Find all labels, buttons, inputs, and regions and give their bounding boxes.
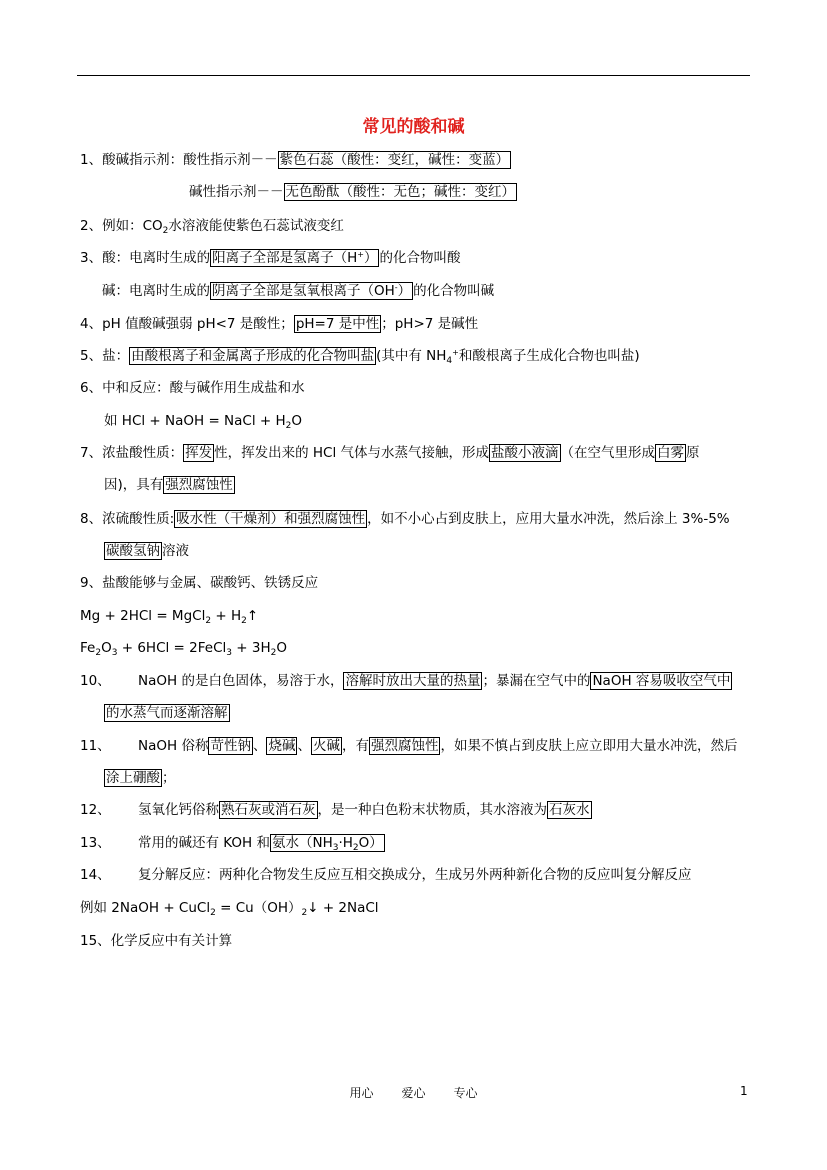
boxed-text: 强烈腐蚀性 xyxy=(165,477,233,493)
boxed-text: 白雾 xyxy=(657,445,685,461)
line-10b xyxy=(104,703,230,723)
boxed-text: 碳酸氢钠 xyxy=(106,543,160,559)
equation-mg: Mg + 2HCl = MgCl$_2$ + $H_2↑$ xyxy=(80,608,259,626)
line-8: 8、浓硫酸性质: 吸水性（干燥剂）和强烈腐蚀性 ，如不小心占到皮肤上，应用大量水冲洗，然后涂上 3%-5% xyxy=(80,511,730,527)
page-number: 1 xyxy=(740,1084,748,1098)
line-13: 13、 常用的碱还有 KOH 和 氨水$(NH_3\cdot H_2O)$ xyxy=(80,835,383,853)
boxed-text: 溶解时放出大量的热量 xyxy=(345,673,481,689)
boxed-text: 盐酸小液滴 xyxy=(491,445,559,461)
boxed-text: 石灰水 xyxy=(549,802,590,818)
line-2: 2、例如：$CO_2$水溶液能使紫色石蕊试液变红 xyxy=(80,218,344,236)
boxed-text: 阳离子全部是氢离子（H+） xyxy=(212,250,378,266)
header-rule xyxy=(77,75,750,76)
line-12: 12、 氢氧化钙俗称 熟石灰或消石灰 ，是一种白色粉末状物质，其水溶液为 石灰水 xyxy=(80,802,590,818)
line-14b: 例如 2NaOH + CuCl$_2$ = $Cu(OH)_2↓$ + 2NaCl xyxy=(80,900,379,918)
boxed-text: 紫色石蕊（酸性：变红，碱性：变蓝） xyxy=(279,152,510,168)
boxed-text: 挥发 xyxy=(185,445,213,461)
line-6b: 如 HCl + NaOH = NaCl + $H_2O$ xyxy=(104,413,303,431)
line-3b: 碱：电离时生成的 阴离子全部是氢氧根离子（OH-） 的化合物叫碱 xyxy=(102,283,495,299)
line-6: 6、中和反应：酸与碱作用生成盐和水 xyxy=(80,380,305,396)
boxed-text: 吸水性（干燥剂）和强烈腐蚀性 xyxy=(176,511,366,527)
boxed-text: 无色酚酞（酸性：无色；碱性：变红） xyxy=(285,184,515,200)
boxed-text: 的水蒸气而逐渐溶解 xyxy=(106,705,228,721)
boxed-text: 阴离子全部是氢氧根离子（OH-） xyxy=(212,283,412,299)
line-8b: 碳酸氢钠 溶液 xyxy=(106,543,189,559)
line-14: 14、 复分解反应：两种化合物发生反应互相交换成分，生成另外两种新化合物的反应叫复分解反应 xyxy=(80,867,692,883)
boxed-text: 涂上硼酸 xyxy=(106,770,160,786)
boxed-text: 强烈腐蚀性 xyxy=(370,738,439,754)
line-1b: 碱性指示剂－－ 无色酚酞（酸性：无色；碱性：变红） xyxy=(189,184,515,200)
page-title: 常见的酸和碱 xyxy=(362,117,465,137)
line-7: 7、浓盐酸性质： 挥发 性，挥发出来的 HCl 气体与水蒸气接触，形成 盐酸小液滴 （在空气里形成 白雾 原 xyxy=(80,445,700,461)
line-3: 3、酸：电离时生成的 阳离子全部是氢离子（H+） 的化合物叫酸 xyxy=(80,250,461,266)
line-9: 9、盐酸能够与金属、碳酸钙、铁锈反应 xyxy=(80,575,319,591)
line-5: 5、盐： 由酸根离子和金属离子形成的化合物叫盐 (其中有 $NH_4^+$和酸根离子生成化合物也叫盐) xyxy=(80,348,640,366)
boxed-text: 熟石灰或消石灰 xyxy=(221,802,316,818)
equation-fe2o3: $Fe_2O_3 + 6HCl$ = 2FeCl$_3$ + $3H_2O$ xyxy=(80,640,288,658)
boxed-text: pH=7 是中性 xyxy=(295,316,380,332)
boxed-text: 由酸根离子和金属离子形成的化合物叫盐 xyxy=(131,348,375,364)
boxed-text: 苛性钠 xyxy=(210,738,251,754)
line-11b: 涂上硼酸 ； xyxy=(106,770,176,786)
line-7b: 因)，具有 强烈腐蚀性 xyxy=(104,477,233,493)
line-11: 11、 NaOH 俗称 苛性钠 、 烧碱 、 火碱 ，有 强烈腐蚀性 ，如果不慎占到皮肤上应立即用大量水冲洗，然后 xyxy=(80,738,738,754)
boxed-text: 氨水$(NH_3\cdot H_2O)$ xyxy=(271,835,383,853)
page-footer: 用心 爱心 专心 xyxy=(349,1086,478,1100)
line-10: 10、 NaOH 的是白色固体，易溶于水， 溶解时放出大量的热量 ；暴漏在空气中的 NaOH 容易吸收空气中 xyxy=(80,673,731,689)
line-4: 4、pH 值酸碱强弱 pH<7 是酸性； pH=7 是中性 ；pH>7 是碱性 xyxy=(80,316,479,332)
boxed-text: 烧碱 xyxy=(268,738,296,754)
line-1: 1、酸碱指示剂：酸性指示剂－－ 紫色石蕊（酸性：变红，碱性：变蓝） xyxy=(80,152,510,168)
boxed-text: 火碱 xyxy=(312,738,340,754)
boxed-text: NaOH 容易吸收空气中 xyxy=(592,673,731,689)
line-15: 15、化学反应中有关计算 xyxy=(80,933,233,949)
